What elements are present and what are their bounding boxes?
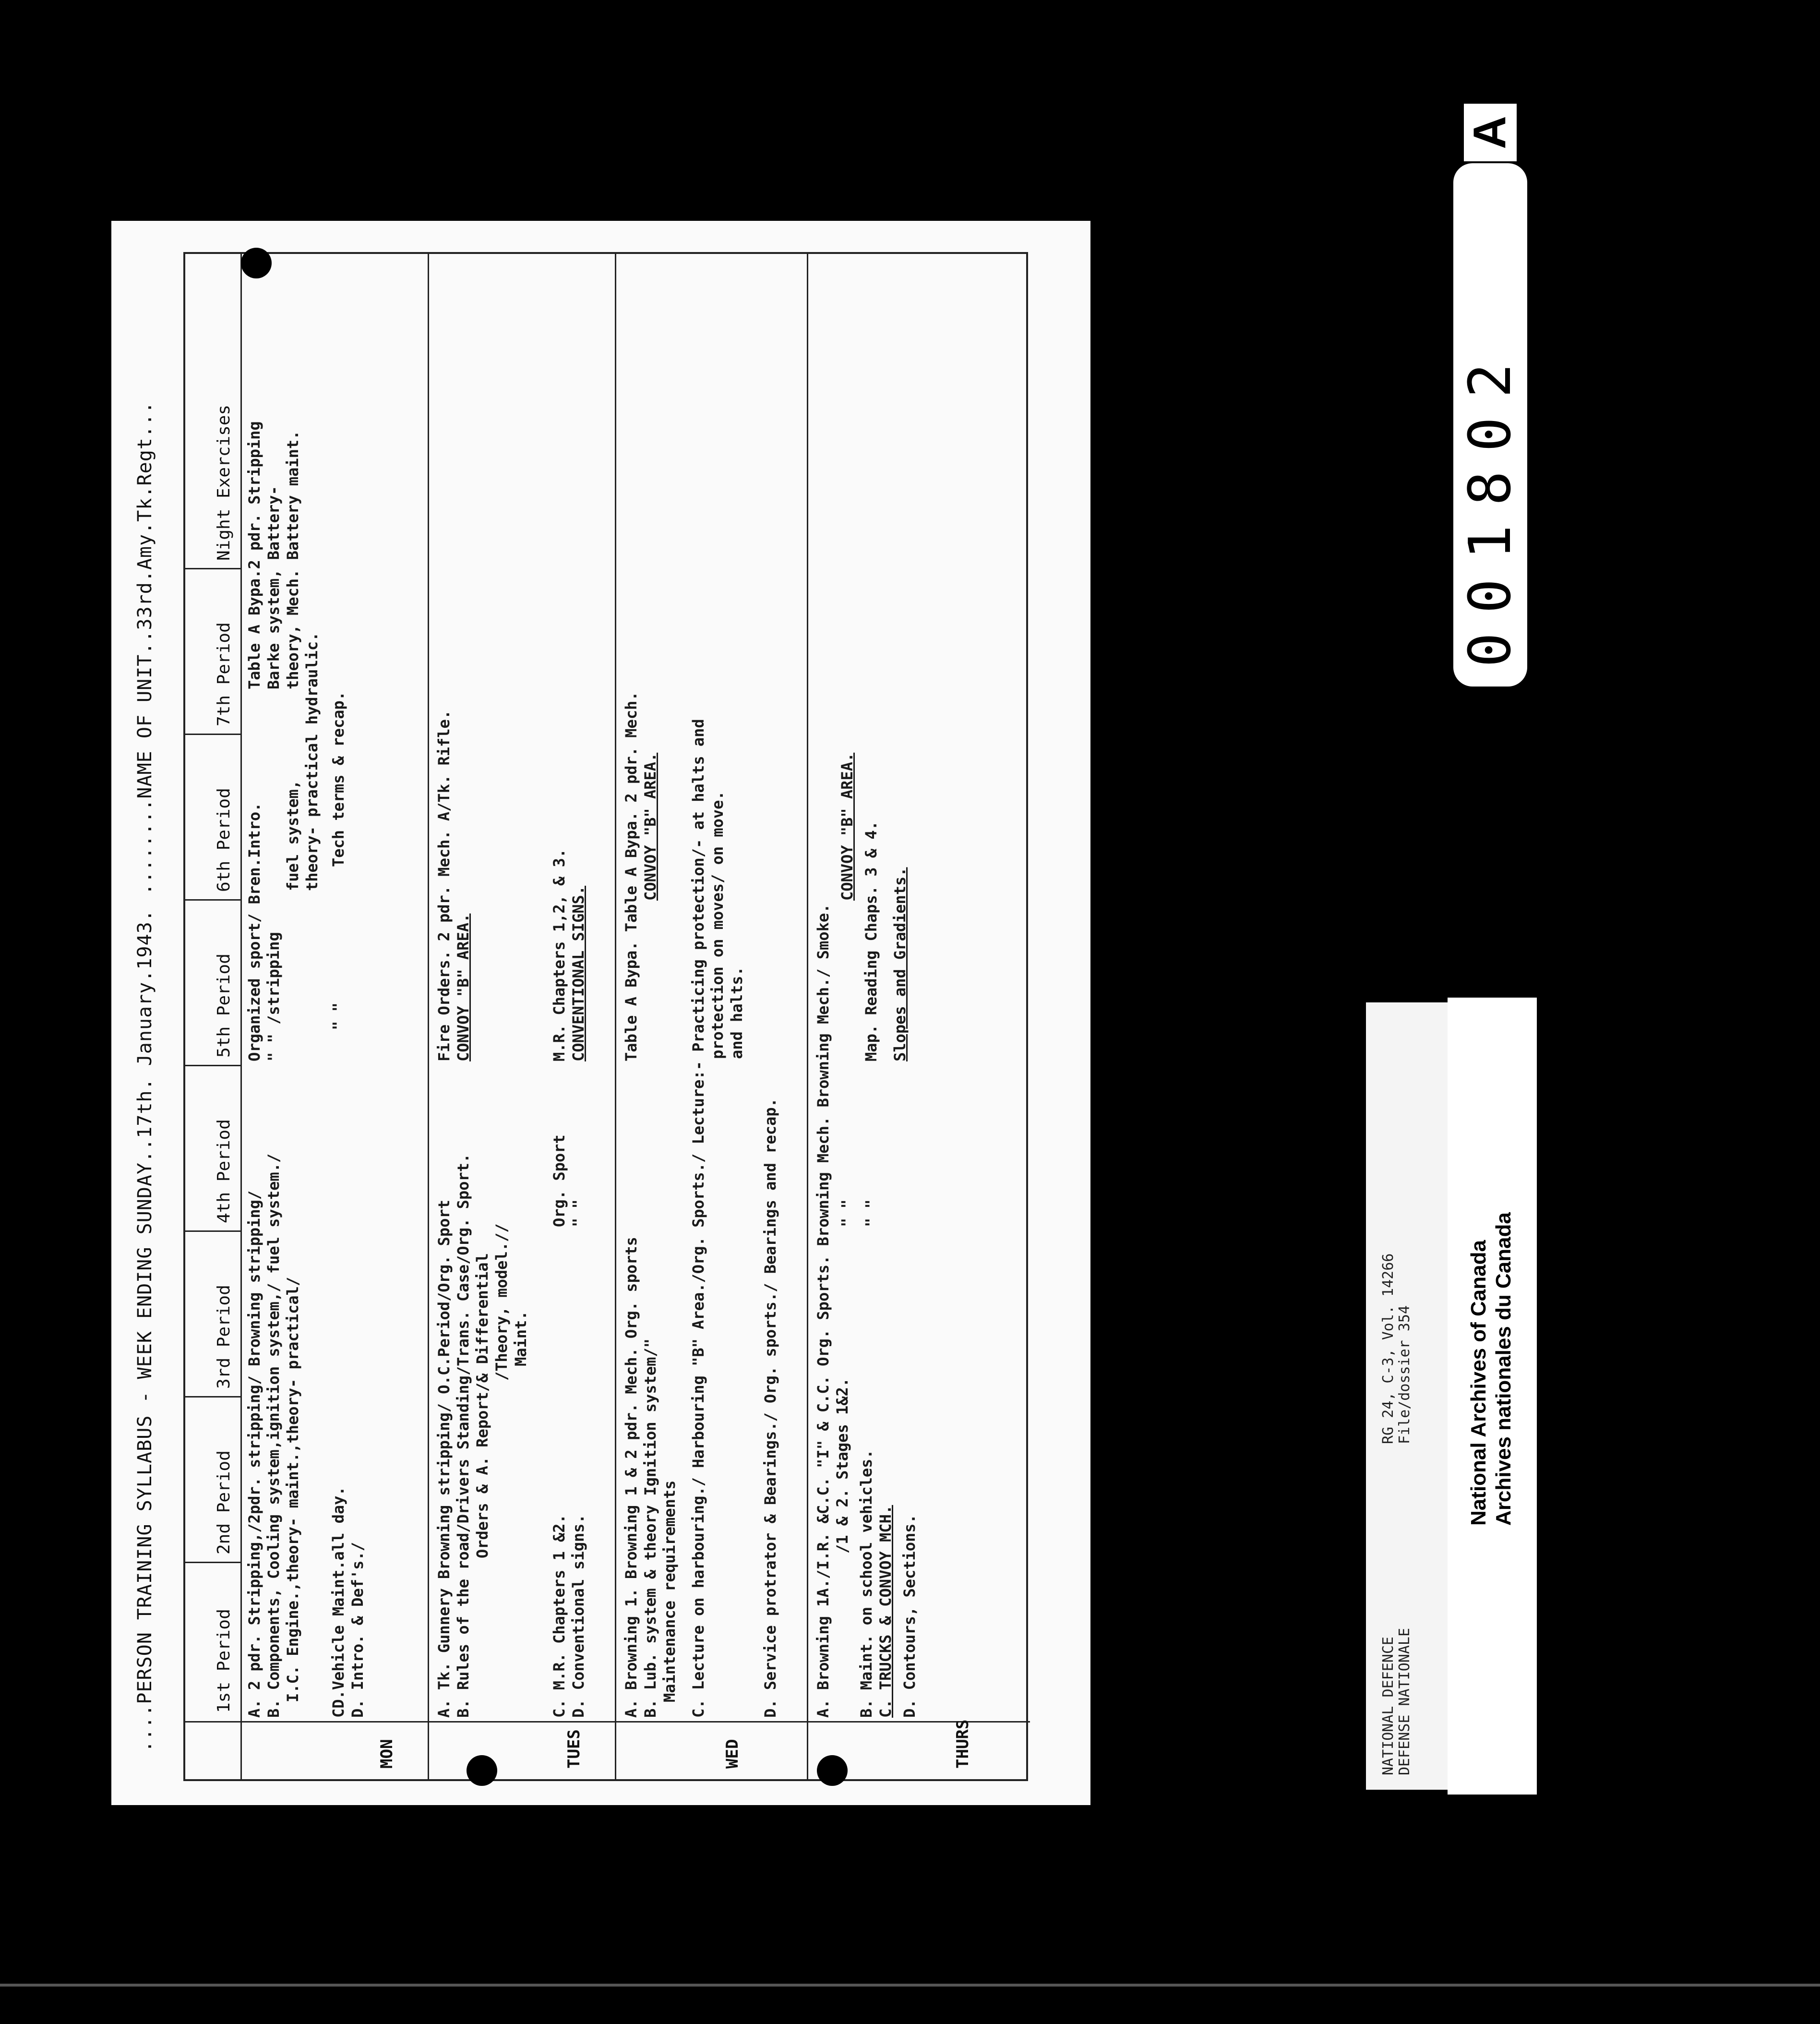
reference-line-1: RG 24, C-3, Vol. 14266 xyxy=(1380,1253,1397,1444)
header-2nd-period: 2nd Period xyxy=(214,1450,234,1554)
archives-canada-label xyxy=(1448,998,1537,1795)
archive-name-fr: Archives nationales du Canada xyxy=(1492,1212,1515,1526)
mon-p7: Table A Bypa.2 pdr. Stripping xyxy=(245,421,263,689)
wed-p5b: CONVOY "B" AREA. xyxy=(641,752,659,901)
thurs-p5b: Map. Reading Chaps. 3 & 4. xyxy=(862,821,880,1061)
department-fr: DEFENSE NATIONALE xyxy=(1396,1627,1413,1775)
mon-line-b: B. Components, Cooling system,ignition system,/ fuel system./ xyxy=(264,1153,283,1718)
mon-line-c: I.C. Engine.,theory- maint.,theory- practical/ xyxy=(284,1277,302,1702)
syllabus-sheet xyxy=(111,221,1090,1805)
mon-line-a: A. 2 pdr. Stripping,/2pdr. stripping/ Browning stripping/ xyxy=(245,1190,263,1718)
film-edge-line xyxy=(0,1984,1820,1987)
mon-p5: Organized sport/ Bren.Intro. xyxy=(245,802,263,1061)
tues-p5b: CONVOY "B" AREA. xyxy=(454,913,472,1061)
wed-line-d: C. Lecture on harbouring./ Harbouring "B" Area./Org. Sports./ Lecture:- Practicing protection/- at halts and xyxy=(689,719,707,1718)
title-part-2: ........NAME OF UNIT..33rd.Amy.Tk.Regt... xyxy=(134,401,156,895)
header-4th-period: 4th Period xyxy=(214,1119,234,1223)
reference-line-2: File/dossier 354 xyxy=(1396,1305,1413,1444)
wed-p5: Table A Bypa. Table A Bypa. 2 pdr. Mech. xyxy=(622,691,640,1061)
document-title xyxy=(126,264,164,1752)
mon-line-e: D. Intro. & Def's./ xyxy=(348,1542,367,1718)
department-block xyxy=(1380,1628,1413,1775)
wed-line-g: D. Service protrator & Bearings./ Org. sports./ Bearings and recap. xyxy=(761,1098,779,1718)
row-divider xyxy=(807,254,808,1779)
mon-p5b: " " /stripping xyxy=(264,932,283,1061)
grid-line xyxy=(185,899,240,901)
mon-p7c: theory, Mech. Battery maint. xyxy=(284,430,302,689)
grid-line xyxy=(185,1562,240,1563)
mon-p6: fuel system, xyxy=(284,780,302,891)
grid-line xyxy=(185,1065,240,1066)
thurs-p5: CONVOY "B" AREA. xyxy=(838,752,856,901)
syllabus-table xyxy=(183,252,1028,1781)
department-en: NATIONAL DEFENCE xyxy=(1380,1637,1397,1775)
thurs-line-e: D. Contours, Sections. xyxy=(900,1514,919,1718)
tues-line-c: Orders & A. Report/& Differential xyxy=(473,1253,491,1558)
tues-p4b: " " xyxy=(569,1199,587,1227)
day-label-thurs: THURS xyxy=(953,1719,972,1769)
header-3rd-period: 3rd Period xyxy=(214,1285,234,1389)
tues-p5: Fire Orders. 2 pdr. Mech. A/Tk. Rifle. xyxy=(435,710,453,1061)
grid-line xyxy=(185,1721,1030,1723)
frame-counter-digits: 001802 xyxy=(1457,344,1524,667)
tues-line-g: D. Conventional signs. xyxy=(569,1514,587,1718)
header-row xyxy=(185,254,242,1779)
wed-line-b: B. Lub. system & theory Ignition system/" xyxy=(641,1338,659,1718)
mon-p6b: theory- practical hydraulic. xyxy=(303,632,321,891)
frame-letter: A xyxy=(1464,116,1516,149)
title-part-1: ....PERSON TRAINING SYLLABUS - WEEK ENDING SUNDAY..17th. January.1943. xyxy=(134,909,156,1752)
day-label-mon: MON xyxy=(377,1739,396,1769)
grid-line xyxy=(185,1230,240,1232)
punch-hole xyxy=(467,1755,497,1786)
row-divider xyxy=(428,254,429,1779)
reference-block xyxy=(1380,1253,1413,1444)
header-5th-period: 5th Period xyxy=(214,953,234,1058)
header-7th-period: 7th Period xyxy=(214,622,234,726)
tues-line-e: Maint. xyxy=(512,1311,530,1366)
mon-p5c: " " xyxy=(329,1002,347,1030)
thurs-p4b: " " xyxy=(862,1199,880,1227)
grid-line xyxy=(185,568,240,569)
punch-hole xyxy=(241,248,272,278)
tues-p5c: M.R. Chapters 1,2, & 3. xyxy=(550,848,568,1061)
day-label-wed: WED xyxy=(723,1739,742,1769)
grid-line xyxy=(185,1396,240,1398)
tues-line-d: /Theory, model.// xyxy=(492,1223,511,1381)
thurs-p4: " " xyxy=(838,1199,856,1227)
wed-line-a: A. Browning 1. Browning 1 & 2 pdr. Mech. Org. sports xyxy=(622,1237,640,1718)
row-divider xyxy=(615,254,616,1779)
wed-line-c: Maintenance requirements xyxy=(660,1480,679,1702)
wed-line-f: and halts. xyxy=(728,966,746,1059)
tues-p4: Org. Sport xyxy=(550,1134,568,1227)
tues-line-a: A. Tk. Gunnery Browning stripping/ O.C.Period/Org. Sport xyxy=(435,1200,453,1718)
day-label-tues: TUES xyxy=(564,1729,584,1769)
thurs-line-a: A. Browning 1A./I.R. &C.C. "I" & C.C. Org. Sports. Browning Mech. Browning Mech./ Smoke. xyxy=(814,904,832,1718)
frame-counter xyxy=(1453,163,1527,687)
tues-line-f: C. M.R. Chapters 1 &2. xyxy=(550,1514,568,1718)
punch-hole xyxy=(817,1755,848,1786)
thurs-line-c: B. Maint. on school vehicles. xyxy=(857,1449,875,1718)
header-6th-period: 6th Period xyxy=(214,788,234,892)
tues-p5d: CONVENTIONAL SIGNS. xyxy=(569,885,587,1061)
mon-p6c: Tech terms & recap. xyxy=(329,691,347,867)
archive-name-en: National Archives of Canada xyxy=(1467,1240,1490,1526)
thurs-line-d: C. TRUCKS & CONVOY MCH. xyxy=(876,1505,895,1718)
tues-line-b: B. Rules of the road/Drivers Standing/Trans. Case/Org. Sport. xyxy=(454,1153,472,1718)
thurs-p5c: Slopes and Gradients. xyxy=(891,867,909,1061)
frame-letter-tag xyxy=(1464,104,1517,161)
thurs-line-b: /1 & 2. Stages 1&2. xyxy=(833,1377,851,1554)
grid-line xyxy=(185,734,240,735)
mon-p7b: Barke system, Battery- xyxy=(264,486,283,689)
mon-line-d: CD.Vehicle Maint.all day. xyxy=(329,1486,347,1718)
header-1st-period: 1st Period xyxy=(214,1609,234,1713)
wed-line-e: protection on moves/ on move. xyxy=(708,791,727,1059)
header-night-exercises: Night Exercises xyxy=(214,404,234,561)
